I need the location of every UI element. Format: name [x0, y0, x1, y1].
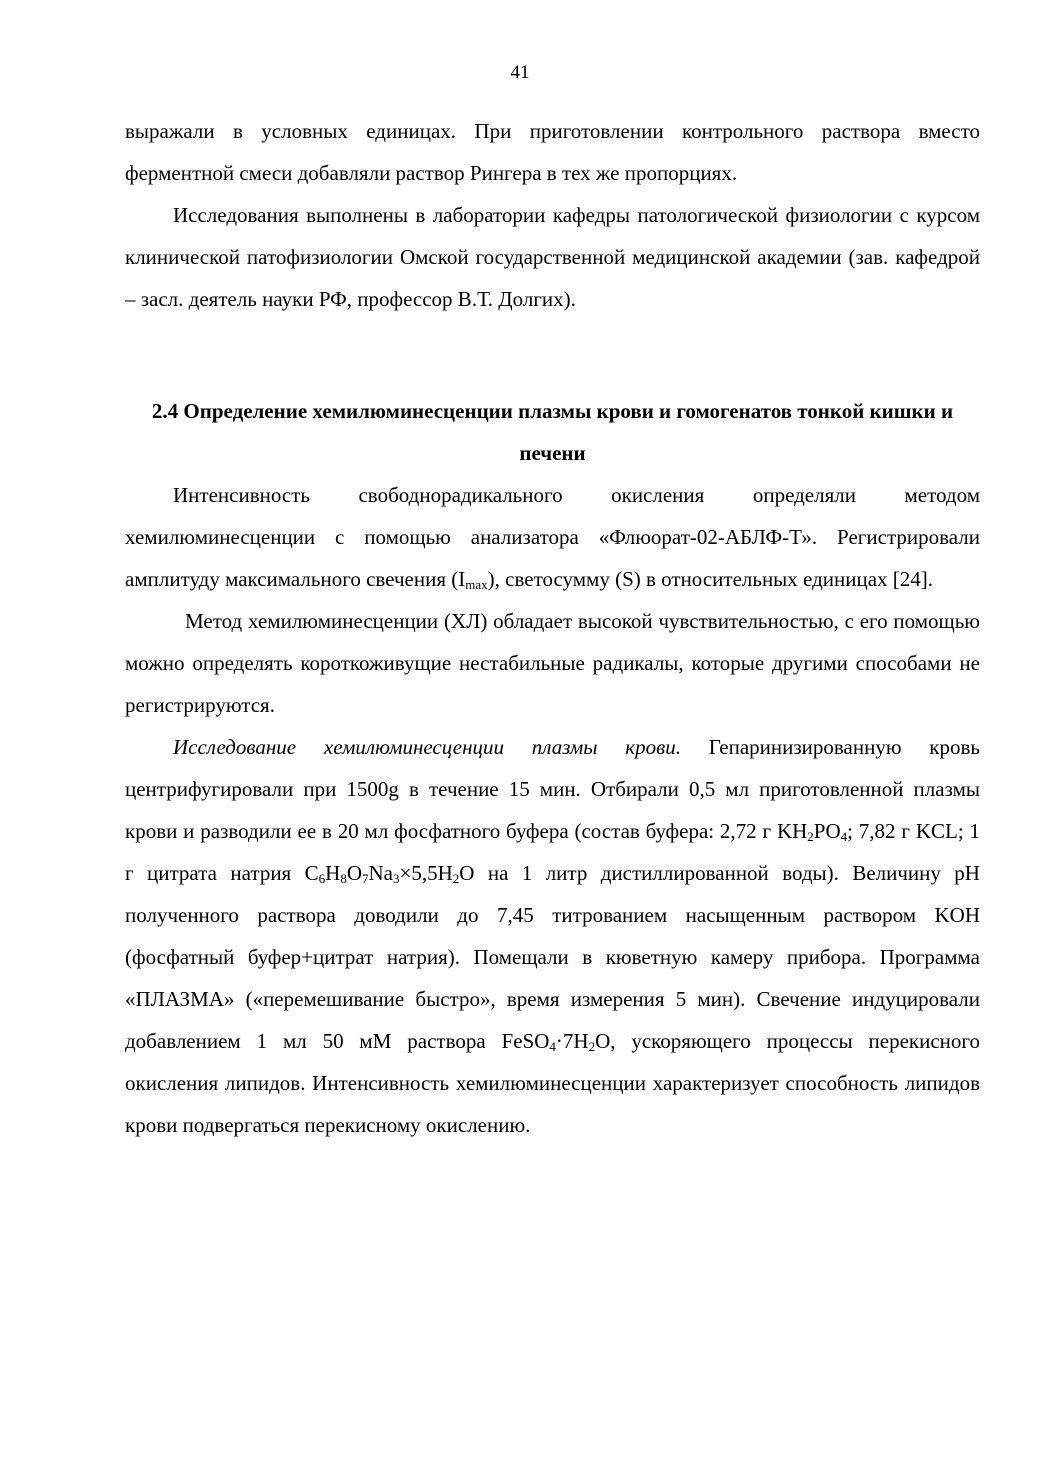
p5-s2: 4 [840, 829, 848, 844]
p5-s5: 7 [361, 871, 369, 886]
paragraph-3 [125, 474, 980, 600]
paragraph-2: Исследования выполнены в лаборатории кафедры патологической физиологии с курсом клинической патофизиологии Омской государственной медицинской академии (зав. кафедрой – засл. деятель науки РФ, профессор В.Т. Долгих). [125, 203, 980, 311]
p5-formula-sub2: 2 [588, 1039, 596, 1054]
p5-t9: , ускоряющего процессы перекисного окисления липидов. Интенсивность хемилюминесценции характеризует способность липидов крови подвергаться перекисному окислению. [125, 1029, 980, 1137]
p5-t2: PO [813, 819, 841, 843]
p5-t5: O [346, 861, 362, 885]
p5-t6: Na [368, 861, 393, 885]
section-heading: 2.4 Определение хемилюминесценции плазмы крови и гомогенатов тонкой кишки и печени [151, 399, 954, 465]
p5-italic-lead: Исследование хемилюминесценции плазмы крови. [173, 735, 681, 759]
p5-s1: 2 [807, 829, 814, 844]
p3-subscript: max [465, 577, 488, 592]
p5-formula-sub1: 4 [549, 1039, 556, 1054]
page-number: 41 [510, 62, 530, 83]
paragraph-5 [125, 726, 980, 1146]
p5-s3: 6 [318, 871, 326, 886]
p5-s4: 8 [340, 871, 347, 886]
document-body [125, 110, 980, 1146]
p5-formula-c: O [595, 1029, 611, 1053]
p5-formula-b: 7H [562, 1029, 589, 1053]
p5-formula-a: FeSO [501, 1029, 550, 1053]
p5-t7: ×5,5H [399, 861, 453, 885]
p5-formula-dot: · [555, 1029, 563, 1053]
p3-text-a: Интенсивность свободнорадикального окисления определяли методом хемилюминесценции с помощью анализатора «Флюорат-02-АБЛФ-Т». Регистрировали амплитуду максимального свечения (I [125, 483, 980, 591]
p3-text-b: ), светосумму (S) в относительных единицах [24]. [487, 567, 934, 591]
p5-t3: ; 7,82 г KCL; 1 г цитрата натрия C [125, 819, 980, 885]
p5-s6: 3 [392, 871, 400, 886]
p5-t4: H [325, 861, 341, 885]
paragraph-4: Метод хемилюминесценции (ХЛ) обладает высокой чувствительностью, с его помощью можно определять короткоживущие нестабильные радикалы, которые другими способами не регистрируются. [125, 609, 980, 717]
p5-t1: Гепаринизированную кровь центрифугировали при 1500g в течение 15 мин. Отбирали 0,5 мл приготовленной плазмы крови и разводили ее в 20 мл фосфатного буфера (состав буфера: 2,72 г KH [125, 735, 980, 843]
p5-t8: O на 1 литр дистиллированной воды). Величину pH полученного раствора доводили до 7,45 титрованием насыщенным раствором KOH (фосфатный буфер+цитрат натрия). Помещали в кюветную камеру прибора. Программа «ПЛАЗМА» («перемешивание быстро», время измерения 5 мин). Свечение индуцировали добавлением 1 мл 50 мМ раствора [125, 861, 980, 1053]
paragraph-1: выражали в условных единицах. При приготовлении контрольного раствора вместо ферментной смеси добавляли раствор Рингера в тех же пропорциях. [125, 119, 980, 185]
p5-s7: 2 [452, 871, 460, 886]
